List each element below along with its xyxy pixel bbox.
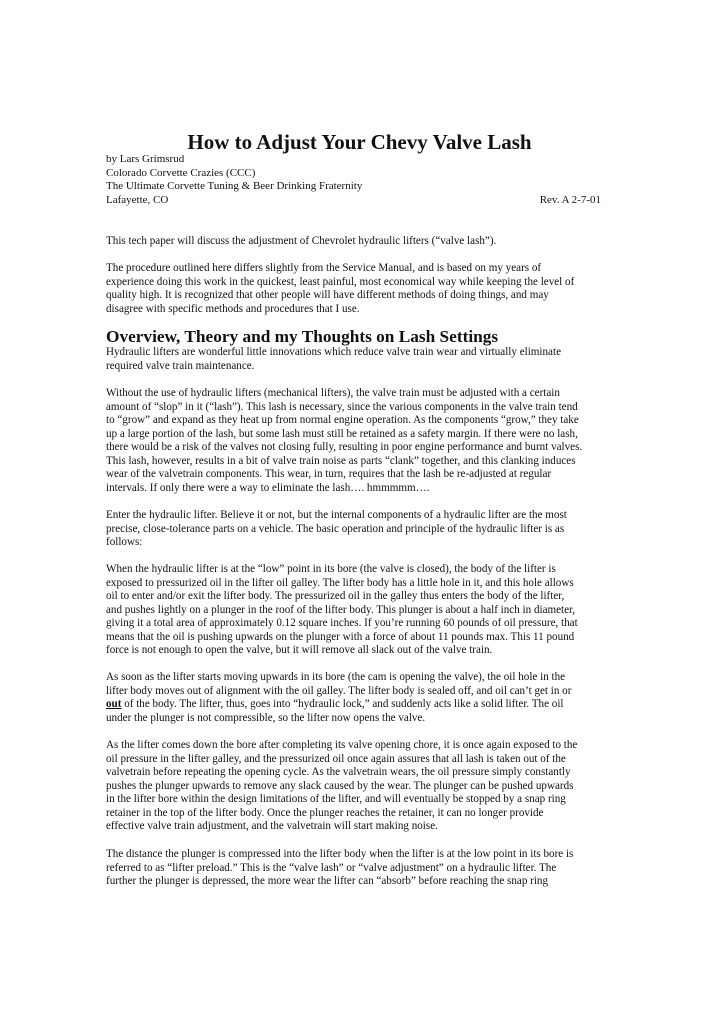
text-line: amount of “slop” in it (“lash”). This lash is necessary, since the various components in the valve train tend xyxy=(106,400,578,413)
organization-tagline: The Ultimate Corvette Tuning & Beer Drinking Fraternity xyxy=(106,180,363,192)
text-line: to “grow” and expand as they heat up from normal engine operation. As the components “grow,” they take xyxy=(106,414,579,427)
text-line: Enter the hydraulic lifter. Believe it or not, but the internal components of a hydraulic lifter are the most xyxy=(106,509,567,521)
text-line: retainer in the top of the lifter body. Once the plunger reaches the retainer, it can no longer provide xyxy=(106,806,544,819)
text-line: As soon as the lifter starts moving upwards in its bore (the cam is opening the valve), the oil hole in the xyxy=(106,671,566,683)
text-line: up a large portion of the lash, but some lash must still be retained as a safety margin. If there were no lash, xyxy=(106,427,578,440)
text-line: When the hydraulic lifter is at the “low” point in its bore (the valve is closed), the body of the lifter is xyxy=(106,563,556,575)
text-line xyxy=(106,698,614,712)
text-line: means that the oil is pushing upwards on the plunger with a force of about 11 pounds max. This 11 pound xyxy=(106,630,575,643)
paragraph-mechanical-lifters xyxy=(106,387,614,495)
text-line: intervals. If only there were a way to eliminate the lash…. hmmmmm…. xyxy=(106,481,430,494)
text-line: and pushes lightly on a plunger in the roof of the lifter body. This plunger is about a half inch in diameter, xyxy=(106,603,576,616)
text-line: oil to enter and/or exit the lifter body. The pressurized oil in the galley thus enters the body of the lifter, xyxy=(106,590,565,603)
intro-paragraph-2 xyxy=(106,262,614,316)
text-line: valvetrain before repeating the opening cycle. As the valvetrain wears, the oil pressure simply constantly xyxy=(106,766,571,779)
text-line: giving it a total area of approximately 0.12 square inches. If you’re running 60 pounds of oil pressure, that xyxy=(106,617,578,630)
text-line: experience doing this work in the quickest, least painful, most economical way while keeping the level of xyxy=(106,275,575,288)
location-line: Lafayette, CO xyxy=(106,193,169,206)
text-line-rest: of the body. The lifter, thus, goes into “hydraulic lock,” and suddenly acts like a solid lifter. The oil xyxy=(121,698,564,711)
text-line: disagree with specific methods and procedures that I use. xyxy=(106,302,360,315)
text-line: further the plunger is depressed, the more wear the lifter can “absorb” before reaching the snap ring xyxy=(106,875,549,888)
paragraph-lifter-preload xyxy=(106,848,614,889)
text-line: This tech paper will discuss the adjustment of Chevrolet hydraulic lifters (“valve lash”). xyxy=(106,235,497,247)
text-line: pushes the plunger upwards to remove any slack caused by the wear. The plunger can be pushed upwards xyxy=(106,779,574,792)
paragraph-hydraulic-lock xyxy=(106,671,614,725)
text-line: required valve train maintenance. xyxy=(106,359,255,372)
text-line: As the lifter comes down the bore after completing its valve opening chore, it is once again exposed to the xyxy=(106,739,578,751)
paragraph-enter-lifter xyxy=(106,509,614,550)
text-line: there would be a risk of the valves not closing fully, resulting in poor engine performance and burnt valves. xyxy=(106,441,583,454)
organization-line: Colorado Corvette Crazies (CCC) xyxy=(106,166,256,179)
text-line: force is not enough to open the valve, but it will remove all slack out of the valve train. xyxy=(106,644,493,657)
intro-paragraph-1 xyxy=(106,235,614,249)
text-line: exposed to pressurized oil in the lifter oil galley. The lifter body has a little hole in it, and this hole allows xyxy=(106,576,574,589)
text-line: lifter body moves out of alignment with the oil galley. The lifter body is sealed off, and oil can’t get in or xyxy=(106,684,572,697)
section-heading: Overview, Theory and my Thoughts on Lash Settings xyxy=(106,327,499,346)
text-line: Hydraulic lifters are wonderful little innovations which reduce valve train wear and virtually eliminate xyxy=(106,346,561,358)
text-line: Without the use of hydraulic lifters (mechanical lifters), the valve train must be adjusted with a certain xyxy=(106,387,560,399)
text-line: follows: xyxy=(106,536,143,549)
text-line: The procedure outlined here differs slightly from the Service Manual, and is based on my years of xyxy=(106,262,542,274)
text-line: quality high. It is recognized that other people will have different methods of doing things, and may xyxy=(106,289,549,302)
emphasis-out: out xyxy=(106,698,122,711)
paragraph-valve-opening xyxy=(106,739,614,834)
text-line: referred to as “lifter preload.” This is the “valve lash” or “valve adjustment” on a hydraulic lifter. The xyxy=(106,861,557,874)
text-line: in the lifter bore within the design limitations of the lifter, and will eventually be stopped by a snap ring xyxy=(106,793,566,806)
document-title: How to Adjust Your Chevy Valve Lash xyxy=(187,130,532,154)
text-line: precise, close-tolerance parts on a vehicle. The basic operation and principle of the hydraulic lifter is as xyxy=(106,522,565,535)
revision-label: Rev. A 2-7-01 xyxy=(539,193,601,206)
text-line: wear of the valvetrain components. This wear, in turn, requires that the lash be re-adjusted at regular xyxy=(106,468,552,481)
text-line: effective valve train adjustment, and the valvetrain will start making noise. xyxy=(106,820,438,833)
text-line: under the plunger is not compressible, so the lifter now opens the valve. xyxy=(106,711,426,724)
text-line: This lash, however, results in a bit of valve train noise as parts “clank” together, and this clanking induces xyxy=(106,454,576,467)
author-line: by Lars Grimsrud xyxy=(106,153,185,165)
text-line: oil pressure in the lifter galley, and the pressurized oil once again assures that all lash is taken out of the xyxy=(106,752,566,765)
paragraph-hydraulic-lifters xyxy=(106,346,614,373)
text-line: The distance the plunger is compressed into the lifter body when the lifter is at the low point in its bore is xyxy=(106,848,574,860)
author-block xyxy=(106,153,606,207)
paragraph-low-point xyxy=(106,563,614,658)
